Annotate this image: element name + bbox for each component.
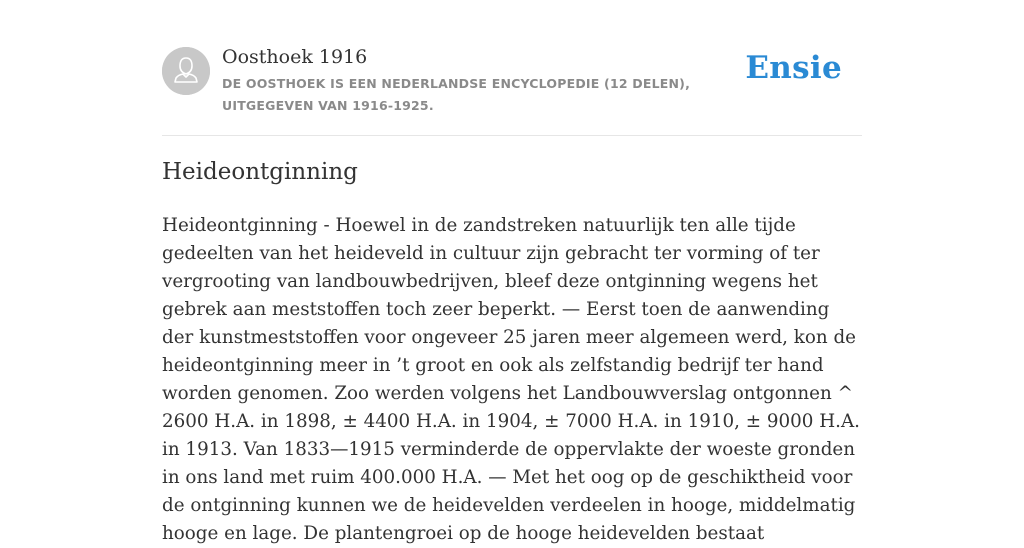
source-description: DE OOSTHOEK IS EEN NEDERLANDSE ENCYCLOPEDIE (12 DELEN), UITGEGEVEN VAN 1916-1925. xyxy=(222,76,691,113)
source-name[interactable]: Oosthoek 1916 xyxy=(222,46,368,68)
divider xyxy=(162,135,862,136)
article-title: Heideontginning xyxy=(162,159,358,185)
source-header xyxy=(162,46,862,116)
article-body: Heideontginning - Hoewel in de zandstreken natuurlijk ten alle tijde gedeelten van het heideveld in cultuur zijn gebracht ter vorming of ter vergrooting van landbouwbedrijven, bleef deze ontginning wegens het gebrek aan meststoffen toch zeer beperkt. — Eerst toen de aanwending der kunstmeststoffen voor ongeveer 25 jaren meer algemeen werd, kon de heideontginning meer in ’t groot en ook als zelfstandig bedrijf ter hand worden genomen. Zoo werden volgens het Landbouwverslag ontgonnen ^ 2600 H.A. in 1898, ± 4400 H.A. in 1904, ± 7000 H.A. in 1910, ± 9000 H.A. in 1913. Van 1833—1915 verminderde de oppervlakte der woeste gronden in ons land met ruim 400.000 H.A. — Met het oog op de geschiktheid voor de ontginning kunnen we de heidevelden verdeelen in hooge, middelmatig hooge en lage. De plantengroei op de hooge heidevelden bestaat xyxy=(162,215,860,544)
ensie-logo[interactable]: Ensie xyxy=(745,50,842,86)
user-silhouette-icon xyxy=(162,47,210,95)
avatar[interactable] xyxy=(162,47,210,95)
